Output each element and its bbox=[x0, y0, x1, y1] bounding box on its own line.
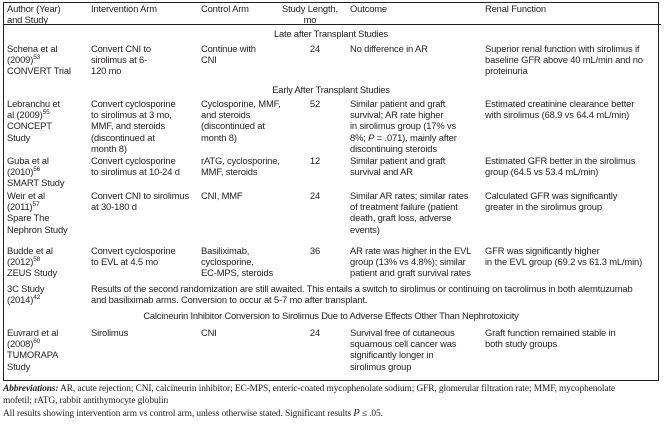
row-budde-length: 36 bbox=[309, 245, 321, 256]
row-lebranchu-intervention: Convert cyclosporine to sirolimus at 3 mo, MMF, and steroids (discontinued at month 8) bbox=[91, 98, 176, 154]
row-schena-control: Continue with CNI bbox=[201, 43, 256, 66]
row-lebranchu-renal: Estimated creatinine clearance better with sirolimus (68.9 vs 64.4 mL/min) bbox=[485, 98, 635, 121]
row-budde-outcome: AR rate was higher in the EVL group (13% vs 4.8%); similar patient and graft survival rates bbox=[350, 245, 472, 279]
row-weir-control: CNI, MMF bbox=[201, 190, 243, 201]
row-weir-outcome: Similar AR rates; similar rates of treatment failure (patient death, graft loss, adverse events) bbox=[350, 190, 469, 235]
row-guba-length: 12 bbox=[309, 155, 321, 166]
row-lebranchu-outcome: Similar patient and graft survival; AR rate higher in sirolimus group (17% vs 8%; P = .071), mainly after discontinuing steroids bbox=[350, 98, 457, 154]
row-euvrard-author: Euvrard et al $(2008)^{60}$ TUMORAPA Study bbox=[7, 327, 59, 372]
header-outcome: Outcome bbox=[350, 3, 387, 14]
row-euvrard-length: 24 bbox=[309, 327, 321, 338]
row-weir-intervention: Convert CNI to sirolimus at 30-180 d bbox=[91, 190, 189, 213]
row-schena-renal: Superior renal function with sirolimus if baseline GFR above 40 mL/min and no proteinuria bbox=[485, 43, 643, 77]
section-cni-conversion: Calcineurin Inhibitor Conversion to Sirolimus Due to Adverse Effects Other Than Nephrotoxicity bbox=[143, 310, 519, 321]
row-budde-intervention: Convert cyclosporine to EVL at 4.5 mo bbox=[91, 245, 176, 268]
row-weir-renal: Calculated GFR was significantly greater in the sirolimus group bbox=[485, 190, 618, 213]
row-lebranchu-control: Cyclosporine, MMF, and steroids (discontinued at month 8) bbox=[201, 98, 281, 143]
row-3c-author: 3C Study $(2014)^{42}$ bbox=[7, 283, 45, 306]
row-guba-outcome: Similar patient and graft survival and AR bbox=[350, 155, 446, 178]
row-schena-outcome: No difference in AR bbox=[350, 43, 428, 54]
row-euvrard-outcome: Survival free of cutaneous squamous cell cancer was significantly longer in sirolimus group bbox=[350, 327, 457, 372]
row-guba-renal: Estimated GFR better in the sirolimus group (64.5 vs 53.4 mL/min) bbox=[485, 155, 636, 178]
row-lebranchu-author: Lebranchu et al $(2009)^{55}$ CONCEPT Study bbox=[7, 98, 60, 143]
row-schena-intervention: Convert CNI to sirolimus at 6- 120 mo bbox=[91, 43, 151, 77]
row-guba-control: rATG, cyclosporine, MMF, steroids bbox=[201, 155, 280, 178]
header-length: Study Length, mo bbox=[282, 3, 338, 26]
row-weir-author: Weir et al $(2011)^{57}$ Spare The Nephron Study bbox=[7, 190, 68, 235]
header-control: Control Arm bbox=[201, 3, 249, 14]
row-3c-note: Results of the second randomization are still awaited. This entails a switch to sirolimus or continuing on tacrolimus in both alemtuzumab and basiliximab arms. Conversion to occur at 5-7 mo after transplant. bbox=[91, 283, 633, 306]
footnote-abbreviations: Abbreviations: AR, acute rejection; CNI, calcineurin inhibitor; EC-MPS, enteric-coated mycophenolate sodium; GFR, glomerular filtration rate; MMF, mycophenolate mofetil; rATG, rabbit antithymocyte globulin bbox=[3, 384, 616, 406]
header-intervention: Intervention Arm bbox=[91, 3, 157, 14]
row-budde-author: Budde et al $(2012)^{58}$ ZEUS Study bbox=[7, 245, 58, 279]
row-weir-length: 24 bbox=[309, 190, 321, 201]
row-euvrard-intervention: Sirolimus bbox=[91, 327, 129, 338]
row-schena-length: 24 bbox=[309, 43, 321, 54]
footnote-significance: All results showing intervention arm vs control arm, unless otherwise stated. Significant results P ≤ .05. bbox=[3, 408, 383, 419]
row-euvrard-control: CNI bbox=[201, 327, 217, 338]
section-early: Early After Transplant Studies bbox=[272, 84, 390, 95]
row-guba-intervention: Convert cyclosporine to sirolimus at 10-24 d bbox=[91, 155, 180, 178]
section-late: Late after Transplant Studies bbox=[273, 28, 389, 39]
header-author: Author (Year) and Study bbox=[7, 3, 61, 26]
row-euvrard-renal: Graft function remained stable in both study groups bbox=[485, 327, 616, 350]
abbreviations-label: Abbreviations: bbox=[3, 384, 59, 394]
row-budde-renal: GFR was significantly higher in the EVL group (69.2 vs 61.3 mL/min) bbox=[485, 245, 643, 268]
header-renal: Renal Function bbox=[485, 3, 546, 14]
row-lebranchu-length: 52 bbox=[309, 98, 321, 109]
row-budde-control: Basiliximab, cyclosporine, EC-MPS, steroids bbox=[201, 245, 274, 279]
row-schena-author: Schena et al $(2009)^{53}$ CONVERT Trial bbox=[7, 43, 71, 77]
row-guba-author: Guba et al $(2010)^{56}$ SMART Study bbox=[7, 155, 65, 189]
